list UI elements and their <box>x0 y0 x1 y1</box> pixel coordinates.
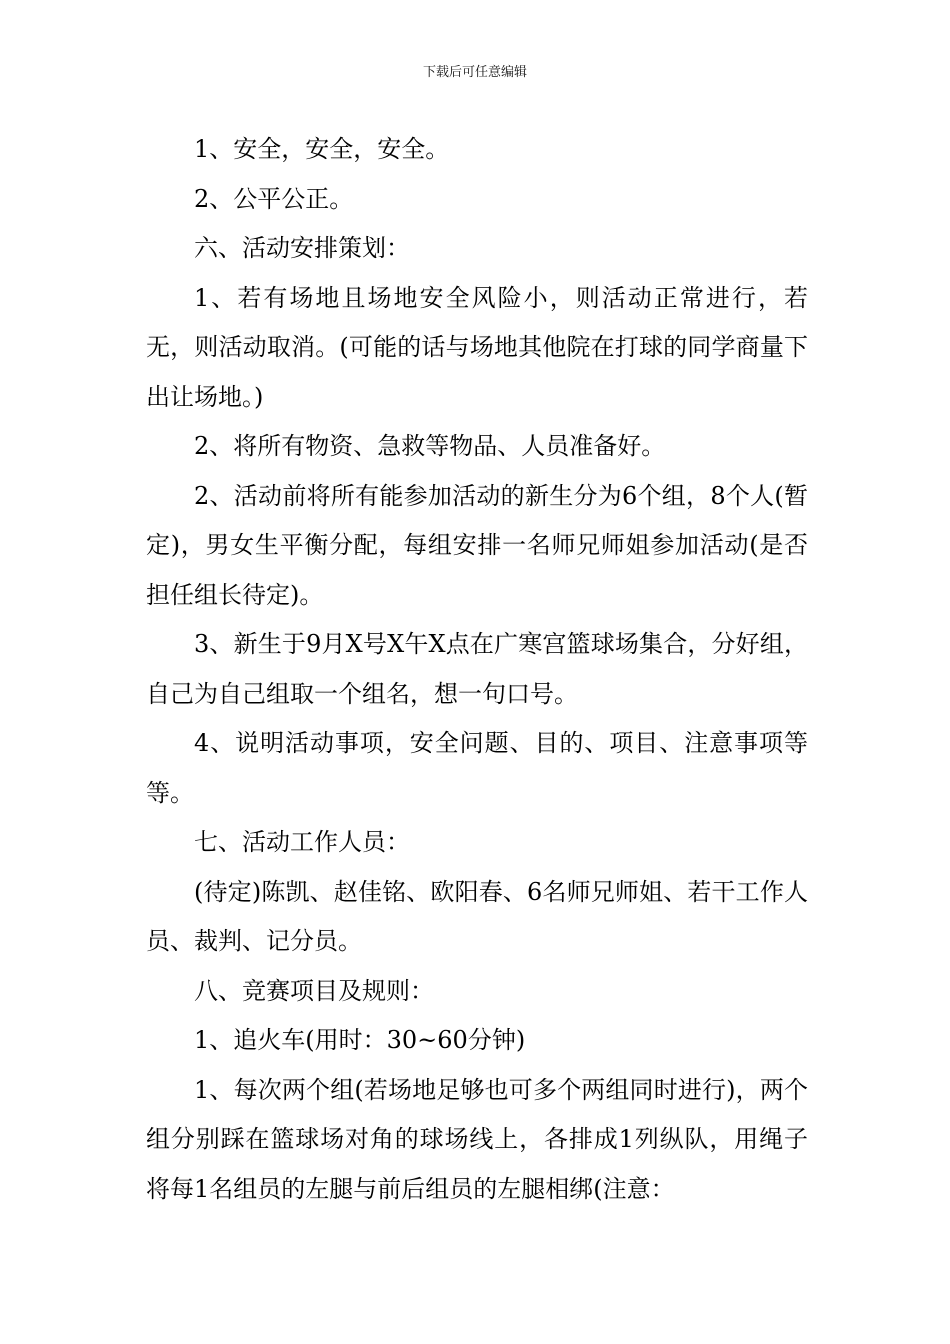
section-heading-activity-plan: 六、活动安排策划： <box>194 234 410 262</box>
paragraph-briefing: 4、说明活动事项，安全问题、目的、项目、注意事项等等。 <box>146 729 808 807</box>
section-heading-events-rules: 八、竞赛项目及规则： <box>194 976 434 1005</box>
paragraph-event-train: 1、追火车(用时：30~60分钟) <box>194 1026 526 1054</box>
paragraph-staff-list: (待定)陈凯、赵佳铭、欧阳春、6名师兄师姐、若干工作人员、裁判、记分员。 <box>146 877 808 955</box>
paragraph-assembly: 3、新生于9月X号X午X点在广寒宫篮球场集合，分好组，自己为自己组取一个组名，想一句口号。 <box>146 630 808 708</box>
paragraph-event-train-rules: 1、每次两个组(若场地足够也可多个两组同时进行)，两个组分别踩在篮球场对角的球场线上，各排成1列纵队，用绳子将每1名组员的左腿与前后组员的左腿相绑(注意： <box>146 1075 808 1203</box>
paragraph-safety: 1、安全，安全，安全。 <box>194 135 450 163</box>
document-body <box>146 125 808 1214</box>
section-heading-staff: 七、活动工作人员： <box>194 828 410 856</box>
paragraph-venue: 1、若有场地且场地安全风险小，则活动正常进行，若无，则活动取消。(可能的话与场地其他院在打球的同学商量下出让场地。) <box>146 283 808 411</box>
paragraph-fairness: 2、公平公正。 <box>194 184 354 213</box>
page-header: 下载后可任意编辑 <box>422 65 527 80</box>
paragraph-supplies: 2、将所有物资、急救等物品、人员准备好。 <box>194 432 666 460</box>
paragraph-grouping: 2、活动前将所有能参加活动的新生分为6个组，8个人(暂定)，男女生平衡分配，每组安排一名师兄师姐参加活动(是否担任组长待定)。 <box>146 481 808 609</box>
